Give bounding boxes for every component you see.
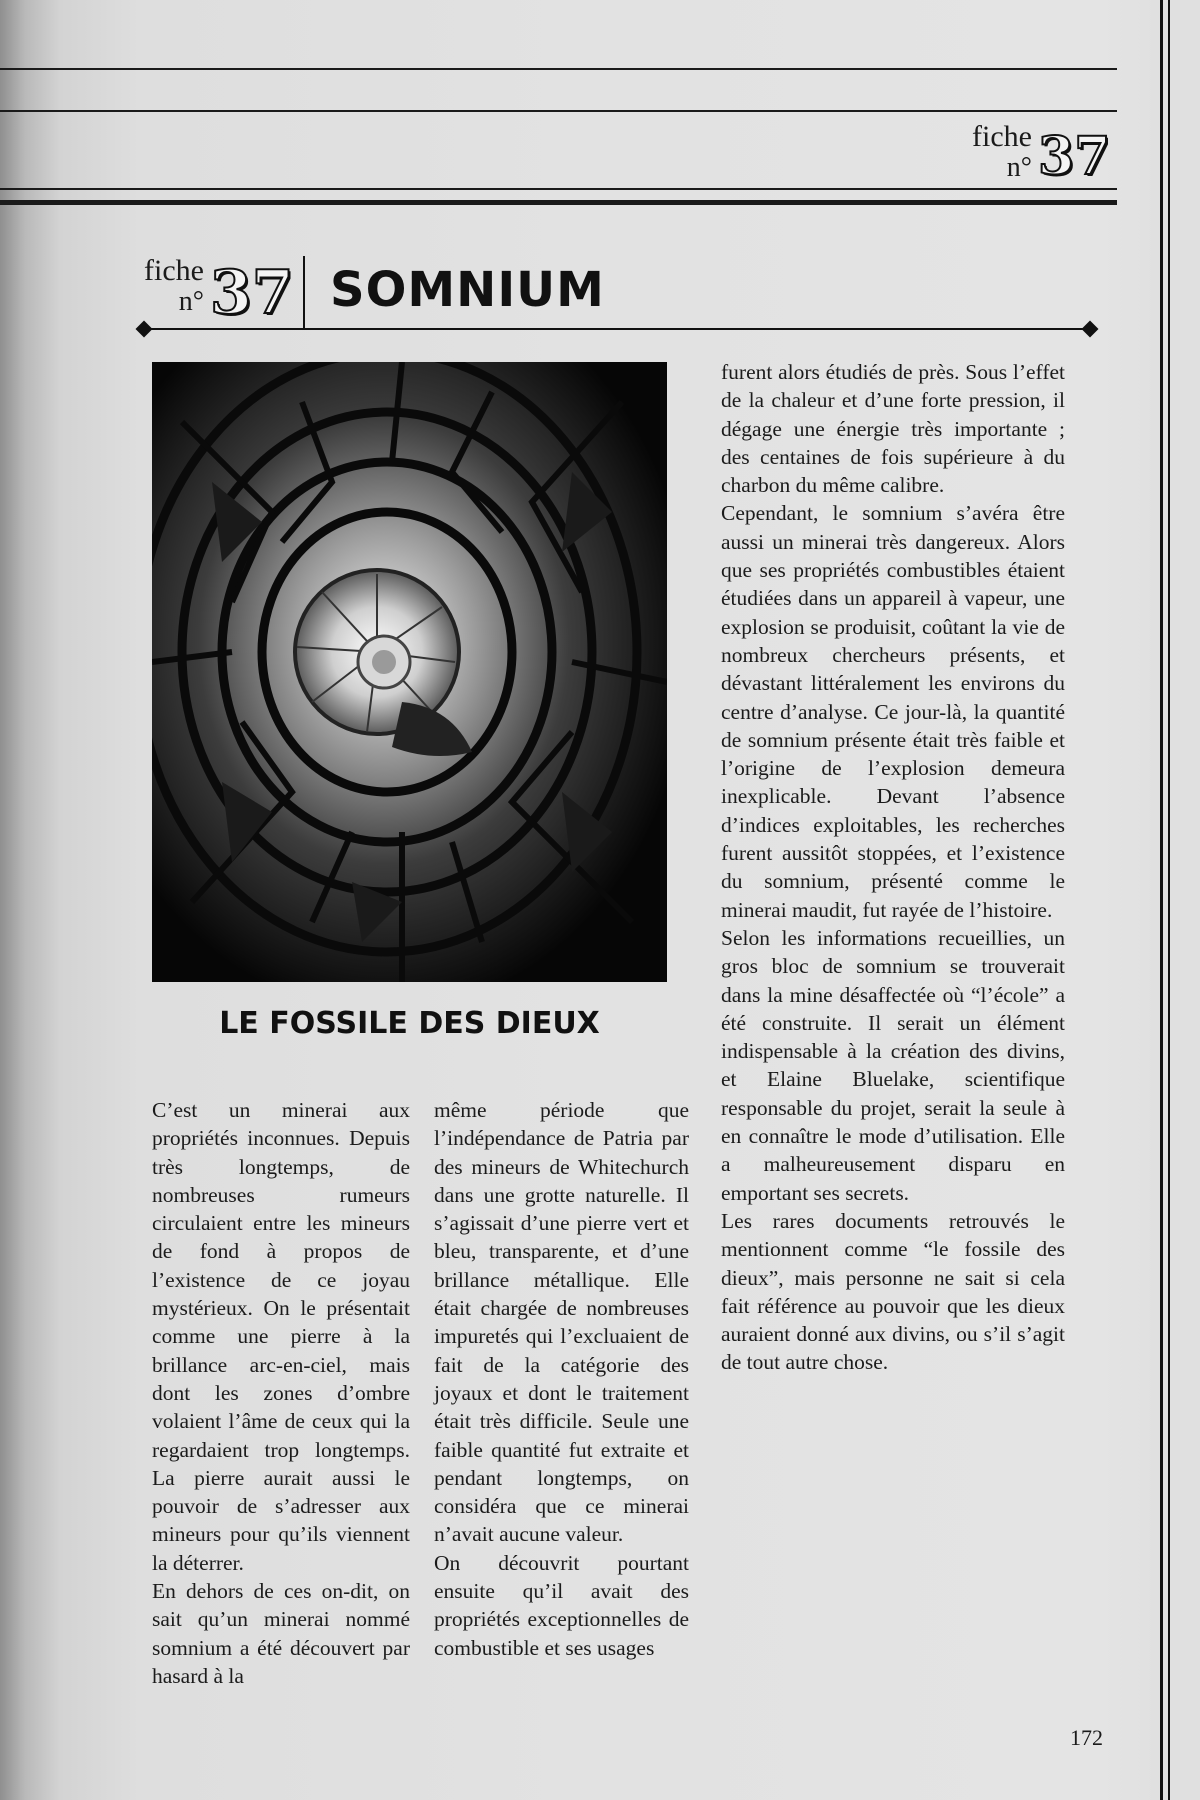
header-fiche-word: fiche [972, 120, 1032, 153]
paragraph: En dehors de ces on-dit, on sait qu’un minerai nommé somnium a été découvert par hasard à la [152, 1579, 410, 1688]
text-column-3 [721, 358, 1065, 1377]
text-column-1 [152, 1096, 410, 1690]
header-rule-3 [0, 188, 1117, 190]
header-rule-top [0, 68, 1117, 70]
section-heading: LE FOSSILE DES DIEUX [219, 1006, 600, 1041]
rule-diamond-right [1082, 321, 1099, 338]
page-edge-line-inner [1168, 0, 1170, 1800]
page-number: 172 [1070, 1725, 1103, 1750]
paragraph: Selon les informations recueillies, un gros bloc de somnium se trouverait dans la mine désaffectée où “l’école” a été construite. Il serait un élément indispensable à la création des divins, et Elaine Bluelake, scientifique responsable du projet, serait la seule à en connaître le mode d’utilisation. Elle a malheureusement disparu en emportant ses secrets. [721, 925, 1065, 1205]
page-title: SOMNIUM [330, 262, 605, 318]
cave-illustration [152, 362, 667, 982]
entry-no-word: n° [178, 286, 204, 317]
paragraph: Les rares documents retrouvés le mentionnent comme “le fossile des dieux”, mais personne ne sait si cela fait référence au pouvoir que les dieux auraient donné aux divins, ou s’il s’agit de tout autre chose. [721, 1208, 1065, 1375]
paragraph: C’est un minerai aux propriétés inconnues. Depuis très longtemps, de nombreuses rumeurs circulaient entre les mineurs de fond à propos de l’existence de ce joyau mystérieux. On le présentait comme une pierre à la brillance arc-en-ciel, mais dont les zones d’ombre volaient l’âme de ceux qui la regardaient trop longtemps. La pierre aurait aussi le pouvoir de s’adresser aux mineurs pour qu’ils viennent la déterrer. [152, 1098, 410, 1575]
title-rule [143, 328, 1088, 330]
paragraph: Cependant, le somnium s’avéra être aussi un minerai très dangereux. Alors que ses propriétés combustibles étaient étudiées dans un appareil à vapeur, une explosion se produisit, coûtant la vie de nombreux chercheurs présents, et dévastant littéralement les environs du centre d’analyse. Ce jour-là, la quantité de somnium présente était très faible et l’origine de l’explosion demeura inexplicable. Devant l’absence d’indices exploitables, les recherches furent aussitôt stoppées, et l’existence du somnium, présenté comme le minerai maudit, fut rayée de l’histoire. [721, 501, 1065, 922]
page-edge-line [1160, 0, 1163, 1800]
text-column-2 [434, 1096, 689, 1662]
paragraph: furent alors étudiés de près. Sous l’effet de la chaleur et d’une forte pression, il dégage une énergie très importante ; des centaines de fois supérieure à du charbon du même calibre. [721, 360, 1065, 498]
header-rule-2 [0, 110, 1117, 112]
header-rule-thick [0, 200, 1117, 205]
entry-fiche-number: 37 [209, 258, 294, 328]
entry-fiche-word: fiche [144, 254, 204, 287]
title-divider [303, 256, 305, 328]
paragraph: même période que l’indépendance de Patria par des mineurs de Whitechurch dans une grotte naturelle. Il s’agissait d’une pierre vert et bleu, transparente, et d’une brillance métallique. Elle était chargée de nombreuses impuretés qui l’excluaient de fait de la catégorie des joyaux et dont le traitement était très difficile. Seule une faible quantité fut extraite et pendant longtemps, on considéra que ce minerai n’avait aucune valeur. [434, 1098, 689, 1547]
header-fiche-number: 37 [1037, 126, 1111, 187]
entry-fiche-badge [144, 256, 293, 328]
header-no-word: n° [1006, 152, 1032, 183]
header-fiche-badge [972, 122, 1110, 187]
paragraph: On découvrit pourtant ensuite qu’il avait des propriétés exceptionnelles de combustible et ses usages [434, 1550, 689, 1660]
